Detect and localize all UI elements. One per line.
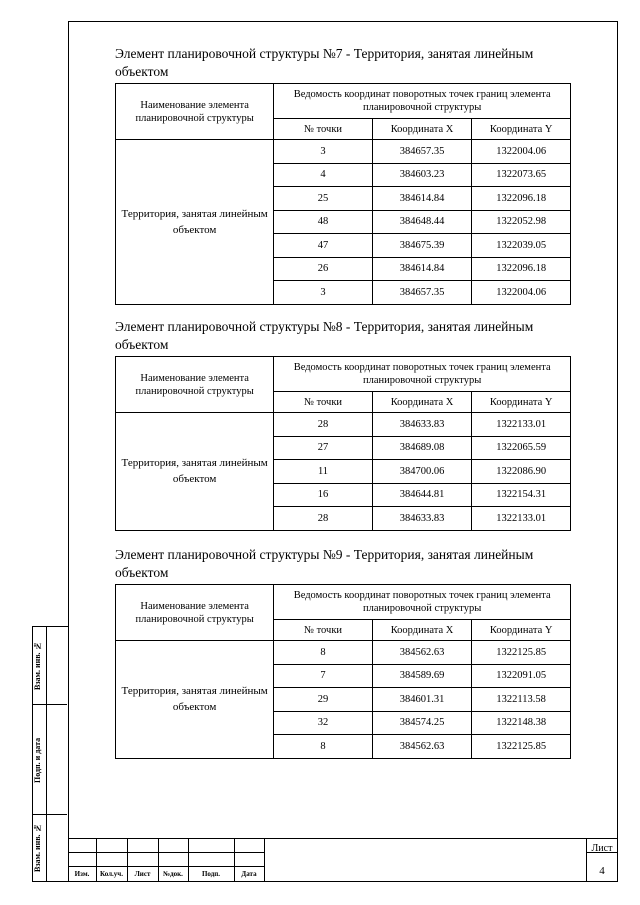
label-izm: Изм.	[74, 870, 90, 878]
coordinates-table	[115, 356, 571, 531]
point-number: 32	[274, 711, 372, 735]
coord-x: 384633.83	[372, 507, 472, 531]
point-number: 8	[274, 641, 372, 665]
header-element-name: Наименование элемента планировочной структуры	[116, 357, 274, 413]
label-kol-uch: Кол.уч.	[99, 870, 123, 878]
point-number: 4	[274, 163, 372, 187]
stamp-cell-inv	[33, 815, 67, 881]
point-number: 11	[274, 460, 372, 484]
coordinates-table	[115, 83, 571, 305]
title-block-divider	[264, 838, 265, 882]
table-row	[116, 641, 571, 665]
section-title: Элемент планировочной структуры №9 - Территория, занятая линейным объектом	[115, 547, 534, 580]
coord-y: 1322133.01	[472, 507, 571, 531]
header-point-number: № точки	[274, 392, 372, 413]
coord-x: 384633.83	[372, 413, 472, 437]
coord-x: 384675.39	[372, 234, 472, 258]
header-coord-x: Координата X	[372, 620, 472, 641]
section-title: Элемент планировочной структуры №7 - Территория, занятая линейным объектом	[115, 46, 534, 79]
coord-x: 384700.06	[372, 460, 472, 484]
coord-y: 1322086.90	[472, 460, 571, 484]
coord-x: 384603.23	[372, 163, 472, 187]
stamp-cell-podp	[33, 705, 67, 815]
element-name-cell: Территория, занятая линейным объектом	[116, 641, 274, 759]
coord-y: 1322096.18	[472, 257, 571, 281]
header-coord-y: Координата Y	[472, 620, 571, 641]
header-element-name: Наименование элемента планировочной структуры	[116, 84, 274, 140]
coord-y: 1322133.01	[472, 413, 571, 437]
coord-y: 1322125.85	[472, 641, 571, 665]
coord-y: 1322148.38	[472, 711, 571, 735]
header-element-name: Наименование элемента планировочной структуры	[116, 585, 274, 641]
label-list: Лист	[134, 870, 151, 878]
coord-x: 384574.25	[372, 711, 472, 735]
element-name-cell: Территория, занятая линейным объектом	[116, 140, 274, 305]
coord-x: 384648.44	[372, 210, 472, 234]
point-number: 7	[274, 664, 372, 688]
header-point-number: № точки	[274, 620, 372, 641]
coord-x: 384562.63	[372, 641, 472, 665]
table-row	[116, 413, 571, 437]
coord-x: 384689.08	[372, 436, 472, 460]
stamp-cell-vzam	[33, 627, 67, 705]
header-coord-x: Координата X	[372, 119, 472, 140]
coord-y: 1322154.31	[472, 483, 571, 507]
point-number: 16	[274, 483, 372, 507]
header-coord-x: Координата X	[372, 392, 472, 413]
section-element-7	[115, 45, 571, 305]
label-data: Дата	[241, 870, 257, 878]
title-block-top-line	[68, 838, 618, 839]
section-element-9	[115, 546, 571, 759]
coord-y: 1322125.85	[472, 735, 571, 759]
coord-y: 1322113.58	[472, 688, 571, 712]
stamp-inv-label: Взам. инв. №	[33, 823, 42, 873]
coord-y: 1322039.05	[472, 234, 571, 258]
coord-x: 384657.35	[372, 281, 472, 305]
coord-x: 384644.81	[372, 483, 472, 507]
coord-y: 1322052.98	[472, 210, 571, 234]
label-ndok: №док.	[163, 870, 183, 878]
table-row	[116, 140, 571, 164]
coordinates-table	[115, 584, 571, 759]
coord-y: 1322065.59	[472, 436, 571, 460]
label-podp: Подп.	[201, 870, 221, 878]
coord-y: 1322096.18	[472, 187, 571, 211]
point-number: 28	[274, 507, 372, 531]
header-coord-y: Координата Y	[472, 392, 571, 413]
header-coord-y: Координата Y	[472, 119, 571, 140]
section-element-8	[115, 318, 571, 531]
header-vedomost: Ведомость координат поворотных точек границ элемента планировочной структуры	[274, 84, 571, 119]
coord-y: 1322091.05	[472, 664, 571, 688]
coord-x: 384601.31	[372, 688, 472, 712]
point-number: 26	[274, 257, 372, 281]
point-number: 25	[274, 187, 372, 211]
point-number: 8	[274, 735, 372, 759]
section-title: Элемент планировочной структуры №8 - Территория, занятая линейным объектом	[115, 319, 534, 352]
coord-y: 1322004.06	[472, 140, 571, 164]
point-number: 28	[274, 413, 372, 437]
element-name-cell: Территория, занятая линейным объектом	[116, 413, 274, 531]
header-vedomost: Ведомость координат поворотных точек границ элемента планировочной структуры	[274, 585, 571, 620]
coord-x: 384657.35	[372, 140, 472, 164]
side-stamp	[32, 626, 68, 882]
coord-x: 384614.84	[372, 257, 472, 281]
header-point-number: № точки	[274, 119, 372, 140]
coord-y: 1322073.65	[472, 163, 571, 187]
coord-x: 384614.84	[372, 187, 472, 211]
coord-y: 1322004.06	[472, 281, 571, 305]
point-number: 29	[274, 688, 372, 712]
sheet-number: 4	[599, 865, 605, 877]
point-number: 27	[274, 436, 372, 460]
point-number: 48	[274, 210, 372, 234]
stamp-vzam-label: Взам. инв. №	[33, 641, 42, 691]
header-vedomost: Ведомость координат поворотных точек границ элемента планировочной структуры	[274, 357, 571, 392]
title-block	[68, 838, 618, 882]
stamp-podp-label: Подп. и дата	[33, 737, 42, 783]
coord-x: 384562.63	[372, 735, 472, 759]
point-number: 3	[274, 281, 372, 305]
point-number: 3	[274, 140, 372, 164]
coord-x: 384589.69	[372, 664, 472, 688]
point-number: 47	[274, 234, 372, 258]
sheet-label: Лист	[591, 843, 613, 854]
